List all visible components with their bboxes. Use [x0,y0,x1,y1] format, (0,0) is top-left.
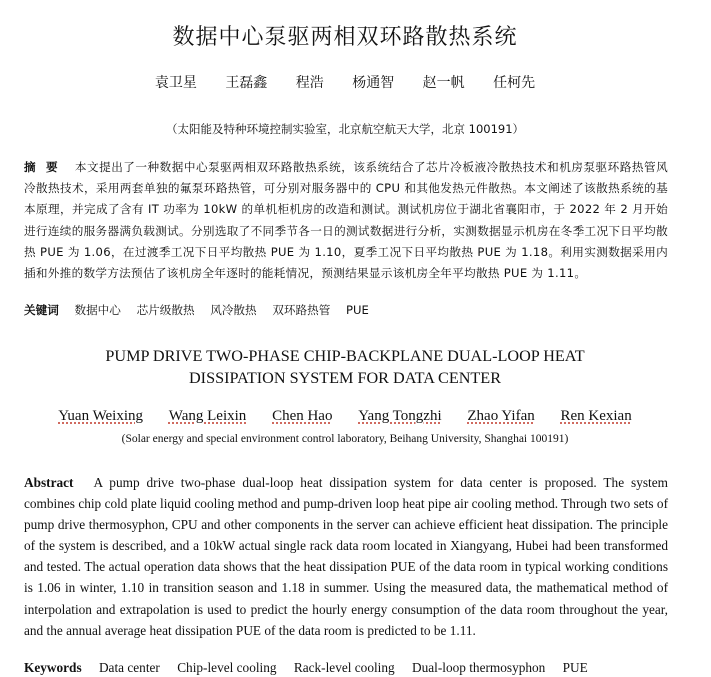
cn-keywords-label: 关键词 [24,303,59,317]
en-title-line: PUMP DRIVE TWO-PHASE CHIP-BACKPLANE DUAL-LOOP HEAT [105,347,585,365]
en-keyword: Data center [98,660,160,675]
en-abstract-body: A pump drive two-phase dual-loop heat dissipation system for data center is proposed. The system combines chip cold plate liquid cooling method and pump-driven loop heat pipe air cooling method. Through two sets of pump drive thermosyphon, CPU and other components in the server can achieve efficient heat dissipation. The principle of the system is described, and a 10kW actual single rack data room located in Xiangyang, Hubei had been transformed and tested. The actual operation data shows that the heat dissipation PUE of the data room in typical working conditions is 1.06 in winter, 1.10 in transition season and 1.18 in summer. Using the measured data, the mathematical method of interpolation and extrapolation is used to predict the hourly energy consumption of the data room throughout the year, and the annual average heat dissipation PUE of the data room is predicted to be 1.11. [24,475,668,638]
cn-author: 袁卫星 [154,75,197,91]
cn-keyword: PUE [345,303,369,317]
cn-author: 任柯先 [493,75,536,91]
en-keyword: Dual-loop thermosyphon [412,660,546,675]
chinese-keywords [24,302,668,318]
en-author: Ren Kexian [560,408,632,424]
cn-author: 王磊鑫 [225,75,268,91]
cn-keyword: 芯片级散热 [136,303,195,317]
english-keywords [24,660,684,676]
cn-keyword: 数据中心 [74,303,121,317]
en-keyword: Chip-level cooling [177,660,277,675]
cn-author: 杨通智 [352,75,395,91]
cn-keyword: 双环路热管 [272,303,331,317]
cn-author: 赵一帆 [422,75,465,91]
en-author: Zhao Yifan [467,408,535,424]
chinese-affiliation: （太阳能及特种环境控制实验室，北京航空航天大学，北京 100191） [165,122,525,136]
chinese-abstract [24,157,668,284]
en-author: Yang Tongzhi [358,408,442,424]
english-abstract [24,472,668,641]
english-authors [0,408,690,425]
english-affiliation: (Solar energy and special environment control laboratory, Beihang University, Shanghai 100191) [121,433,569,445]
en-author: Yuan Weixing [58,408,144,424]
cn-keyword: 风冷散热 [210,303,257,317]
chinese-title: 数据中心泵驱两相双环路散热系统 [172,25,518,50]
en-keyword: Rack-level cooling [293,660,395,675]
en-title-line: DISSIPATION SYSTEM FOR DATA CENTER [188,369,501,387]
cn-author: 程浩 [295,75,324,91]
en-author: Wang Leixin [168,408,247,424]
en-keywords-label: Keywords [24,660,82,675]
cn-abstract-label: 摘 要 [24,160,61,174]
chinese-authors [0,72,690,92]
en-keyword: PUE [562,660,588,675]
en-abstract-label: Abstract [24,475,74,490]
en-author: Chen Hao [272,408,333,424]
cn-abstract-body: 本文提出了一种数据中心泵驱两相双环路散热系统，该系统结合了芯片冷板液冷散热技术和机房泵驱环路热管风冷散热技术，采用两套单独的氟泵环路热管，可分别对服务器中的 CPU 和其他发热元件散热。本文阐述了该散热系统的基本原理，并完成了含有 IT 功率为 10kW 的单机柜机房的改造和测试。测试机房位于湖北省襄阳市，于 2022 年 2 月开始进行连续的服务器满负载测试。分别选取了不同季节各一日的测试数据进行分析，实测数据显示机房在冬季工况下日平均散热 PUE 为 1.06，在过渡季工况下日平均散热 PUE 为 1.10，夏季工况下日平均散热 PUE 为 1.18。利用实测数据采用内插和外推的数学方法预估了该机房全年逐时的能耗情况，预测结果显示该机房全年平均散热 PUE 为 1.11。 [24,160,668,281]
english-title [0,345,690,389]
